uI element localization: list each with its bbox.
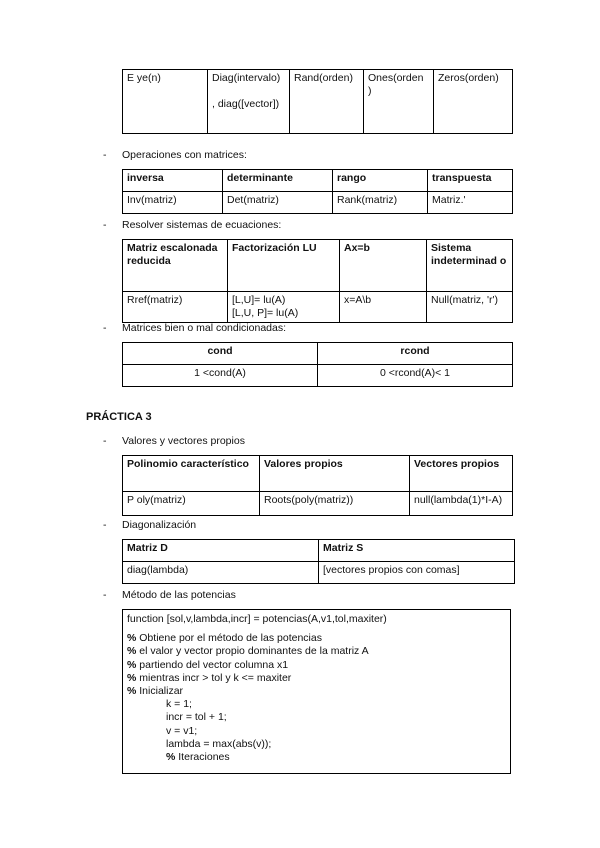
diagonal-table [122,539,515,584]
bullet-dash: - [103,219,107,231]
bullet-dash: - [103,435,107,447]
header-matriz-d: Matriz D [123,540,319,562]
header-lu: Factorización LU [228,240,340,292]
cell-lu-line2: [L,U, P]= lu(A) [232,307,299,319]
cell-inv: Inv(matriz) [123,192,223,214]
cell-lu [228,292,340,323]
cell-diag-line1: Diag(intervalo) [212,72,281,84]
comment-mark: % [127,658,137,671]
cell-nullspace: null(lambda(1)*I-A) [410,492,513,516]
systems-table [122,239,513,323]
cell-rank: Rank(matriz) [333,192,428,214]
header-transpuesta: transpuesta [428,170,513,192]
bullet-dash: - [103,519,107,531]
cell-transpose: Matriz.' [428,192,513,214]
header-inversa: inversa [123,170,223,192]
eigen-table [122,455,513,516]
header-polinomio: Polinomio característico [123,456,260,492]
cell-vectores-propios: [vectores propios con comas] [319,562,515,584]
cell-roots: Roots(poly(matriz)) [260,492,410,516]
cell-ones [364,70,434,134]
comment-text: mientras incr > tol y k <= maxiter [139,671,292,684]
comment-mark: % [127,671,137,684]
code-line: lambda = max(abs(v)); [166,737,272,750]
header-rango: rango [333,170,428,192]
cell-diag-line2: , diag([vector]) [212,98,280,110]
cell-det: Det(matriz) [223,192,333,214]
cell-ones-line1: Ones(orden [368,72,424,84]
cell-diag-lambda: diag(lambda) [123,562,319,584]
header-valores: Valores propios [260,456,410,492]
comment-mark: % [127,685,137,698]
header-indeterminado: Sistema indeterminad o [427,240,513,292]
section-label-diagonalizacion: Diagonalización [122,519,197,531]
condition-table [122,342,513,387]
code-line: incr = tol + 1; [166,711,227,724]
header-matriz-s: Matriz S [319,540,515,562]
code-comment-line [127,659,506,672]
cell-zeros: Zeros(orden) [434,70,513,134]
comment-text: Inicializar [139,685,184,698]
comment-text: partiendo del vector columna x1 [139,658,289,671]
bullet-dash: - [103,322,107,334]
cell-lu-line1: [L,U]= lu(A) [232,294,286,306]
comment-text: Obtiene por el método de las potencias [139,632,322,645]
operations-table [122,169,513,214]
cell-rcond: 0 <rcond(A)< 1 [318,365,513,387]
header-rref: Matriz escalonada reducida [123,240,228,292]
comment-text: Iteraciones [178,751,230,764]
code-comment-line [127,685,506,698]
code-comment-line [127,672,506,685]
cell-ones-line2: ) [368,85,372,97]
code-comment-line [127,751,506,764]
header-axb: Ax=b [340,240,427,292]
header-vectores: Vectores propios [410,456,513,492]
cell-rref: Rref(matriz) [123,292,228,323]
functions-table [122,69,513,134]
code-signature: function [sol,v,lambda,incr] = potencias(A,v1,tol,maxiter) [127,613,387,625]
practica-heading: PRÁCTICA 3 [86,411,152,423]
code-line: v = v1; [166,724,198,737]
comment-text: el valor y vector propio dominantes de la matriz A [139,645,369,658]
code-line: k = 1; [166,698,192,711]
bullet-dash: - [103,589,107,601]
section-label-operaciones: Operaciones con matrices: [122,149,247,161]
code-block [122,609,511,774]
section-label-valores: Valores y vectores propios [122,435,245,447]
cell-diag [208,70,290,134]
header-determinante: determinante [223,170,333,192]
cell-poly: P oly(matriz) [123,492,260,516]
cell-null: Null(matriz, 'r') [427,292,513,323]
comment-mark: % [166,751,176,764]
cell-rand: Rand(orden) [290,70,364,134]
section-label-potencias: Método de las potencias [122,589,236,601]
code-comment-line [127,645,506,658]
section-label-resolver: Resolver sistemas de ecuaciones: [122,219,282,231]
code-comment-line [127,632,506,645]
header-rcond: rcond [318,343,513,365]
cell-eye: E ye(n) [123,70,208,134]
comment-mark: % [127,645,137,658]
cell-backslash: x=A\b [340,292,427,323]
comment-mark: % [127,632,137,645]
section-label-condicionadas: Matrices bien o mal condicionadas: [122,322,287,334]
header-cond: cond [123,343,318,365]
cell-cond: 1 <cond(A) [123,365,318,387]
bullet-dash: - [103,149,107,161]
